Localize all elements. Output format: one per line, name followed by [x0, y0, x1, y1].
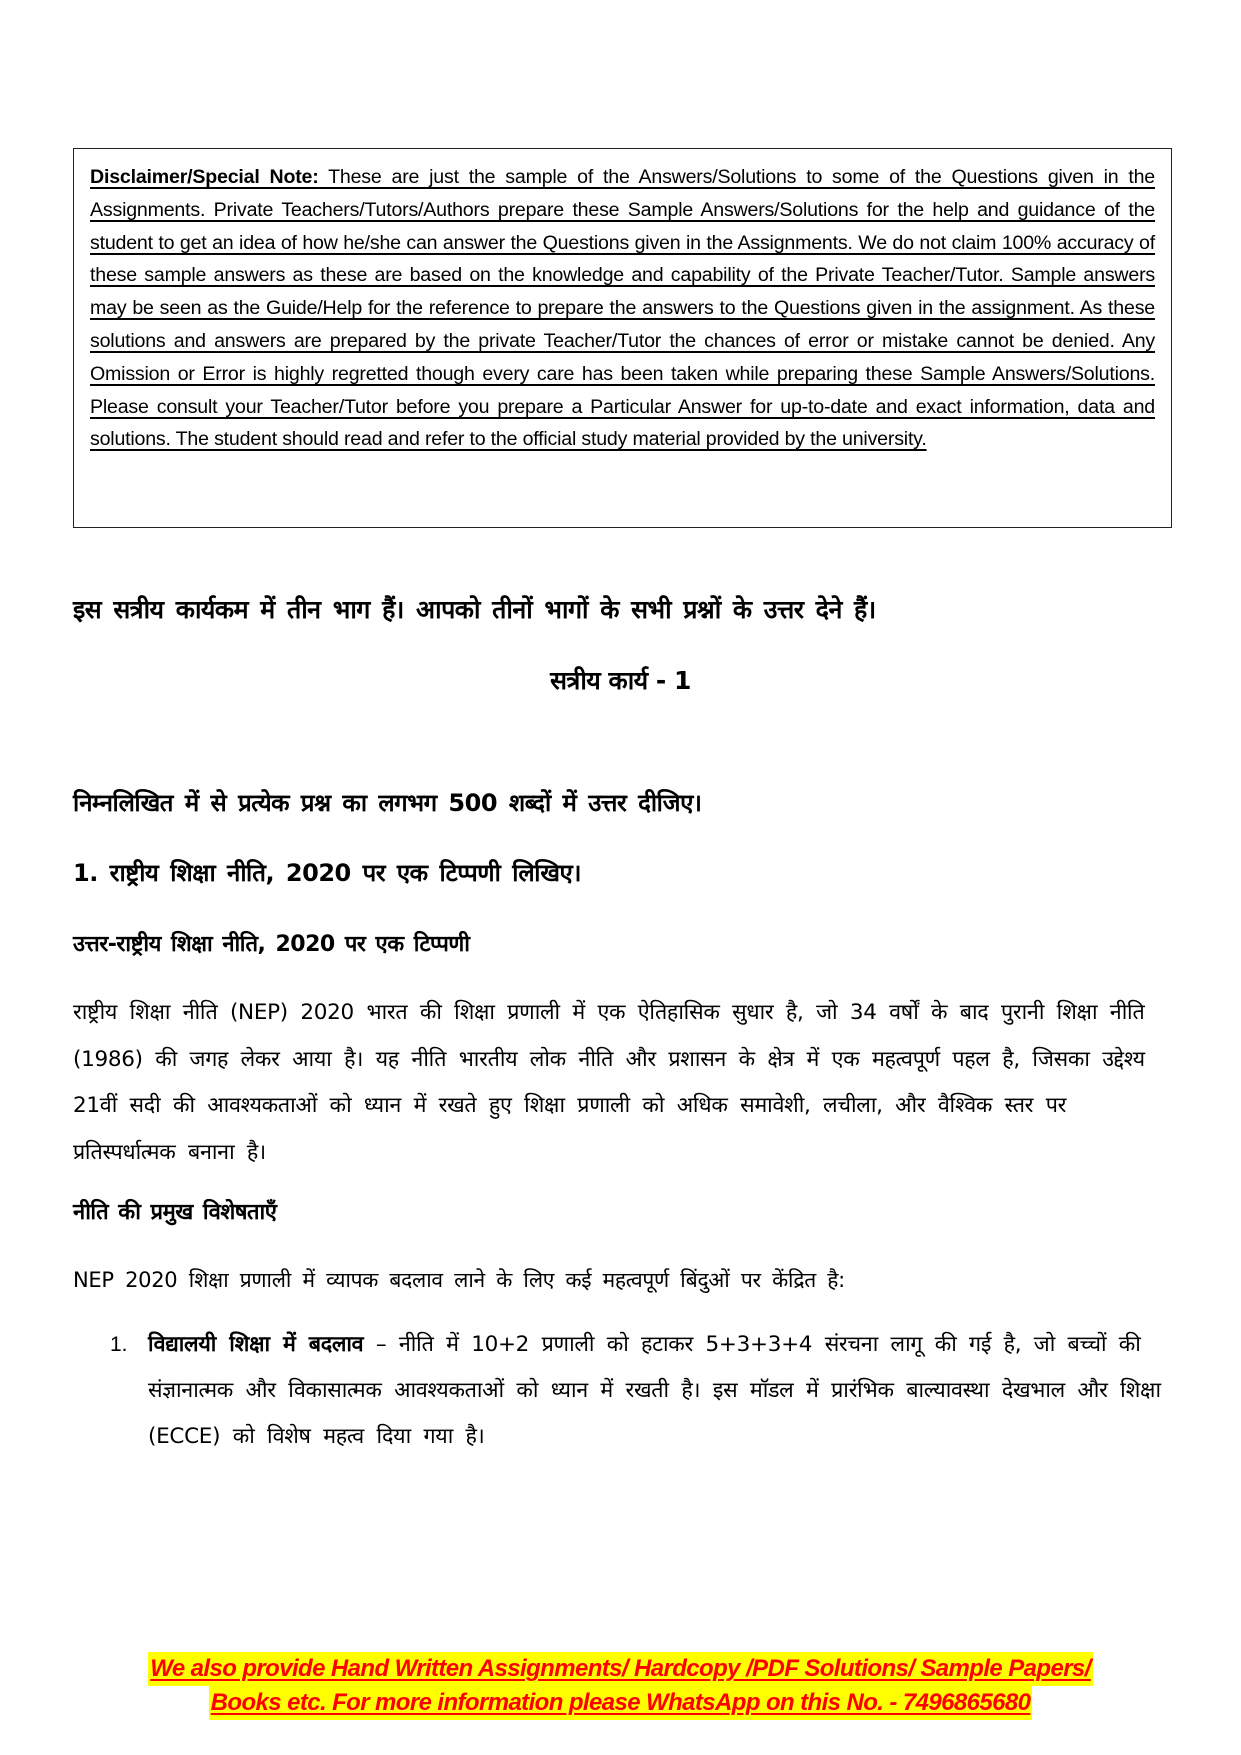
- list-item-number: 1.: [110, 1333, 128, 1356]
- disclaimer-text: [90, 161, 1155, 456]
- list-item-title: विद्यालयी शिक्षा में बदलाव: [148, 1332, 364, 1357]
- features-heading: नीति की प्रमुख विशेषताएँ: [73, 1200, 277, 1225]
- features-list: [110, 1322, 1175, 1460]
- list-item-body: – नीति में 10+2 प्रणाली को हटाकर 5+3+3+4 संरचना लागू की गई है, जो बच्चों की संज्ञानात्मक और विकासात्मक आवश्यकताओं को ध्यान में रखती है। इस मॉडल में प्रारंभिक बाल्यावस्था देखभाल और शिक्षा (ECCE) को विशेष महत्व दिया गया है।: [148, 1332, 1161, 1449]
- question-heading: 1. राष्ट्रीय शिक्षा नीति, 2020 पर एक टिप्पणी लिखिए।: [73, 859, 581, 887]
- answer-paragraph: राष्ट्रीय शिक्षा नीति (NEP) 2020 भारत की शिक्षा प्रणाली में एक ऐतिहासिक सुधार है, जो 34 वर्षों के बाद पुरानी शिक्षा नीति (1986) की जगह लेकर आया है। यह नीति भारतीय लोक नीति और प्रशासन के क्षेत्र में एक महत्वपूर्ण पहल है, जिसका उद्देश्य 21वीं सदी की आवश्यकताओं को ध्यान में रखते हुए शिक्षा प्रणाली को अधिक समावेशी, लचीला, और वैश्विक स्तर पर प्रतिस्पर्धात्मक बनाना है।: [73, 1000, 1145, 1165]
- assignment-title: सत्रीय कार्य - 1: [550, 666, 691, 695]
- promo-line-2: Books etc. For more information please WhatsApp on this No. - 7496865680: [209, 1686, 1033, 1720]
- assignment-intro: इस सत्रीय कार्यकम में तीन भाग हैं। आपको तीनों भागों के सभी प्रश्नों के उत्तर देने हैं।: [73, 595, 876, 624]
- promo-footer: [0, 1652, 1241, 1720]
- features-intro: NEP 2020 शिक्षा प्रणाली में व्यापक बदलाव लाने के लिए कई महत्वपूर्ण बिंदुओं पर केंद्रित है:: [73, 1268, 845, 1292]
- instruction-text: निम्नलिखित में से प्रत्येक प्रश्न का लगभग 500 शब्दों में उत्तर दीजिए।: [73, 789, 702, 817]
- disclaimer-label: Disclaimer/Special Note:: [90, 166, 319, 188]
- promo-line-1: We also provide Hand Written Assignments/ Hardcopy /PDF Solutions/ Sample Papers/: [148, 1652, 1093, 1686]
- list-item: [110, 1322, 1175, 1460]
- list-item-text: [148, 1322, 1175, 1460]
- disclaimer-body: These are just the sample of the Answers/Solutions to some of the Questions given in the Assignments. Private Teachers/Tutors/Authors prepare these Sample Answers/Solutions for the help and guidance of the student to get an idea of how he/she can answer the Questions given in the Assignments. We do not claim 100% accuracy of these sample answers as these are based on the knowledge and capability of the Private Teacher/Tutor. Sample answers may be seen as the Guide/Help for the reference to prepare the answers to the Questions given in the assignment. As these solutions and answers are prepared by the private Teacher/Tutor the chances of error or mistake cannot be denied. Any Omission or Error is highly regretted though every care has been taken while preparing these Sample Answers/Solutions. Please consult your Teacher/Tutor before you prepare a Particular Answer for up-to-date and exact information, data and solutions. The student should read and refer to the official study material provided by the university.: [90, 166, 1155, 451]
- answer-heading: उत्तर-राष्ट्रीय शिक्षा नीति, 2020 पर एक टिप्पणी: [73, 932, 470, 957]
- disclaimer-box: [73, 148, 1172, 528]
